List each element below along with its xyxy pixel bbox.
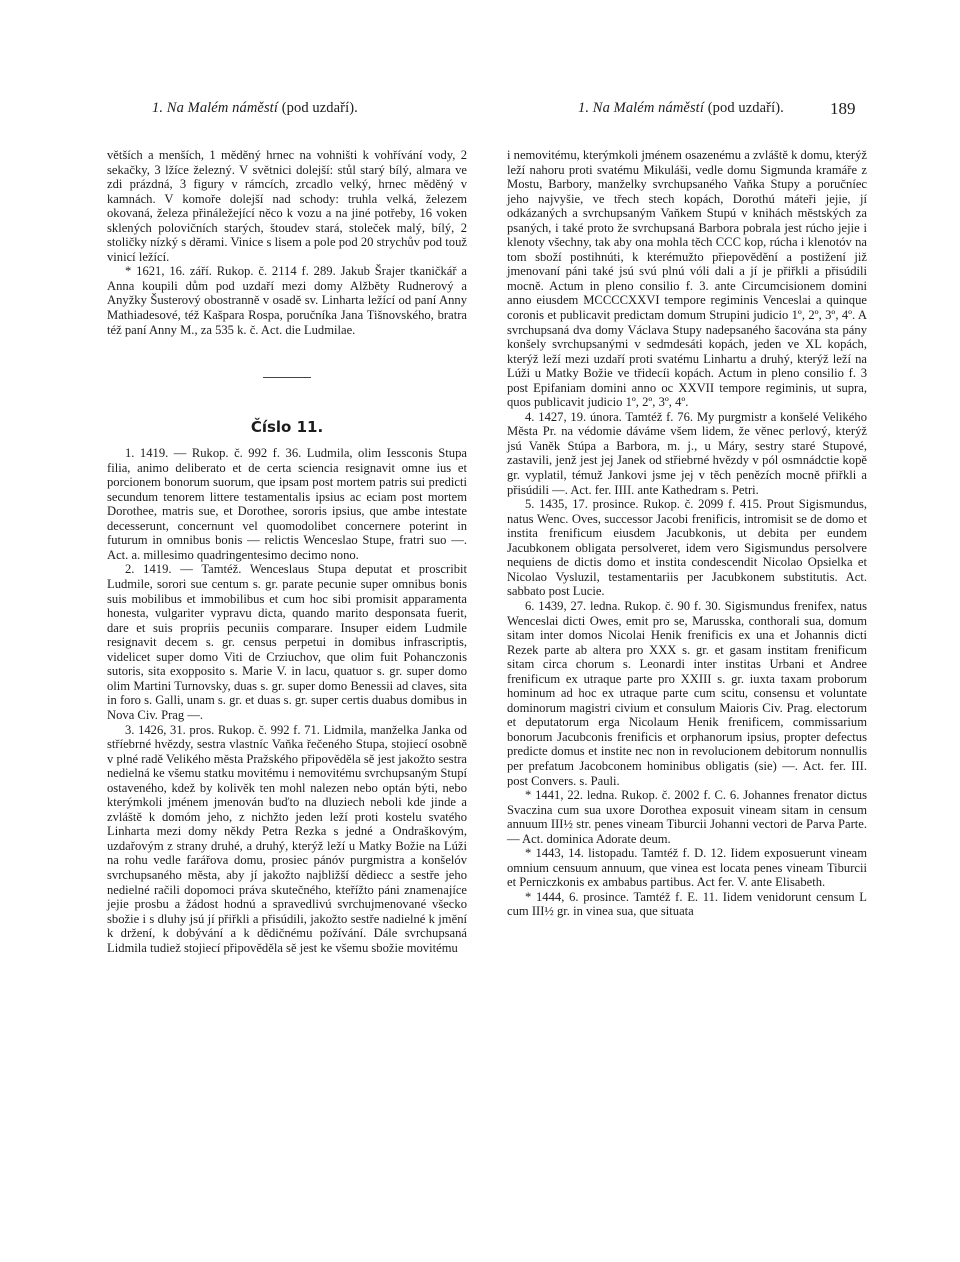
section-heading: Číslo 11. [250, 418, 324, 437]
entry-1441-paragraph: * 1441, 22. ledna. Rukop. č. 2002 f. C. 6. Johannes frenator dictus Svaczina cum sua uxore Dorothea exposuit vineam sitam in censum annuum III½ str. penes vineam Tiburcii Johanni vectori de Parva Parte. — Act. dominica Adorate deum. [507, 788, 867, 846]
entry-1-paragraph: 1. 1419. — Rukop. č. 992 f. 36. Ludmila, olim Iessconis Stupa filia, animo deliberato et de certa sciencia resignavit omne ius et porcionem bonorum suorum, que ipsam post mortem patris sui predicti secundum tenorem littere testamentalis ipsius ac eciam post mortem Dorothee, matris sue, et Dorothee, sororis ipsius, que ambe intestate decesserunt, concernunt vel quomodolibet concernere poterint in futurum in omnibus bonis — relictis Wenceslao Stupe, fratri suo —. Act. a. millesimo quadringentesimo decimo nono. [107, 446, 467, 562]
section-divider [263, 377, 311, 378]
header-left-place: 1. Na Malém náměstí [152, 100, 278, 116]
entry-1621-paragraph: * 1621, 16. září. Rukop. č. 2114 f. 289. Jakub Šrajer tkaničkář a Anna koupili dům pod uzdaří mezi domy Alžběty Rudnerový a Anyžky Šusterový obostranně v osadě sv. Linharta ležící od paní Anny Mathiadesové, též Kašpara Rospa, poručníka Jana Tišnovského, bratra též paní Anny M., za 535 k. č. Act. die Ludmilae. [107, 264, 467, 337]
entry-1443-paragraph: * 1443, 14. listopadu. Tamtéž f. D. 12. Iidem exposuerunt vineam omnium censuum annuum, que vinea est locata penes vineam Tiburcii et Perniczkonis ex ambabus partibus. Act fer. V. ante Elisabeth. [507, 846, 867, 890]
header-right-suffix: (pod uzdaří). [707, 100, 784, 116]
entry-1444-paragraph: * 1444, 6. prosince. Tamtéž f. E. 11. Iidem venidorunt censum L cum III½ gr. in vinea sua, que situata [507, 889, 867, 919]
entry-3-continued-paragraph: i nemovitému, kterýmkoli jménem osazenému a zvláště k domu, kterýž leží nahoru proti svatému Mikuláši, vedle domu Sigmunda kramáře z Mostu, Barbory, manželky svrchupsaného Vaňka Stupy a poručníec jeho najvyšie, ve třech stech kopách, Dorothú máteři jejie, jí odkázaných a svrchupsaným Vaňkem Stupú v knihách městských za psaných, i také proto že svrchupsaná Barbora pobrala jest rúcho jejie i klenoty všechny, tak aby ona mohla těch CCC kop, rúcha i klenotóv na tom sboží postihnúti, k kterémužto přiepovědění a postižení již jmenovaní páni také jsú svú plnú vóli dali a jí je přiřkli a přisúdili mocně. Actum in pleno consilio f. 3. ante Circumcisionem domini anno eiusdem MCCCCXXVI tempore regiminis Venceslai a quinque coronis et publicavit predictam domum Strupini judicio 1º, 2º, 3º, 4º. A svrchupsaná dva domy Václava Stupy nadepsaného šacována sta pány konšely svrchupsanými v sedmdesáti kopách, jeden ve XL kopách, kterýž leží mezi uzdaří proti svatému Linhartu a druhý, kterýž leží na Lúži u Matky Božie ve třidecíi kopách. Actum in pleno consilio f. 3 post Epifaniam domini anno oc XXVII tempore regiminis, ut supra, quos publicavit judicio 1º, 2º, 3º, 4º. [507, 148, 867, 410]
inventory-paragraph: větších a menších, 1 měděný hrnec na vohništi k vohřívání vody, 2 sekačky, 3 lžíce železný. V světnici dolejší: stůl starý bílý, almara ve zdi prázdná, 3 figury v rámcích, zrcadlo velký, hrnec měděný v kamnách. V komoře dolejší nad schody: truhla velká, železem okovaná, železa přináležející něco k vozu a na jiné potřeby, 16 voken sklených polovičních starých, štoudev stará, stoleček malý, bílý, 2 stoličky nízký s děrami. Vinice s lisem a pole pod 20 strychův pod touž vinicí ležící. [107, 148, 467, 264]
entry-5-paragraph: 5. 1435, 17. prosince. Rukop. č. 2099 f. 415. Prout Sigismundus, natus Wenc. Oves, successor Jacobi frenificis, intromisit se de domo et instita frenificum eiusdem Jacubkonis, ut debita per eundem Jacubkonem obligata persolveret, idem vero Sigismundus persolvere nequiens de dictis domo et instita condescendit Nicolao Opsielka et Nicolao Vysluzil, testamentariis per Jacubkonem substitutis. Act. sabbato post Lucie. [507, 497, 867, 599]
entry-3-paragraph: 3. 1426, 31. pros. Rukop. č. 992 f. 71. Lidmila, manželka Janka od stříebrné hvězdy, sestra vlastníc Vaňka řečeného Stupa, stojiecí osobně v plné radě Velikého města Pražského připověděla sě jest jakožto sestra nedielná ke všemu statku movitému i nemovitému svrchupsaným Stupí ostaveného, kdež by kolivěk ten mohl nalezen nebo optán býti, nebo kterýmkoli jménem jmenován buďto na dluziech neboli kde jinde a zvláště k domóm jeho, z nichžto jeden leží proti kostelu svatého Linharta mezi domy někdy Petra Rezka s jedné a Ondraškovým, uzdařovým z strany druhé, a druhý, kterýž leží u Matky Božie na Lúži na rohu vedle farářova domu, prosiec pánóv purgmistra a konšelóv svrchupsaného města, aby jí jakožto najbližší dědiecc a sestře jeho nedielné račili dopomoci práva skutečného, kteřížto páni znamenajíce jejie prosbu a žádost hodnú a spravedlivú svrchujmenované všecko sbožie i s dluhy jsú jí přiřkli a přisúdili, jakožto sestře nadielné k jmění k držení, k dobývání a k dědičnému požívání. Dále svrchupsaná Lidmila tudiež stojiecí připověděla sě jest ke všemu sbožie movitému [107, 722, 467, 955]
header-right-place: 1. Na Malém náměstí [578, 100, 704, 116]
entry-2-paragraph: 2. 1419. — Tamtéž. Wenceslaus Stupa deputat et proscribit Ludmile, sorori sue centum s. gr. parate pecunie super omnibus bonis suis mobilibus et immobilibus et cum hoc sibi promisit apparamenta honesta, vulgariter vypravu dicta, quando marito desponsata fuerit, dare et suis propriis pecuniis comparare. Insuper eidem Ludmile resignavit decem s. gr. census perpetui in domibus infrascriptis, videlicet super domo Viti de Crziuchov, que olim fuit Pohanczonis sutoris, sita exopposito s. Marie V. in lacu, quatuor s. gr. super domo olim Martini Turnovsky, duas s. gr. super domo Benessii ad claves, sita in foro s. Galli, unam s. gr. et duas s. gr. super certis duabus domibus in Nova Civ. Prag —. [107, 562, 467, 722]
entry-6-paragraph: 6. 1439, 27. ledna. Rukop. č. 90 f. 30. Sigismundus frenifex, natus Wenceslai dicti Owes, emit pro se, Marusska, conthorali sua, domum sitam inter domos Nicolai Henik frenificis ex una et Johannis dicti Rezek parte ab altera pro XXX s. gr. et gasam institam frenificum sitam circa chorum s. Leonardi inter institas Urbani et Andree frenificum ex utraque parte pro XXIII s. gr. iuxta taxam proborum hominum ad hoc ex utraque parte cum scitu, consensu et voluntate dominorum magistri civium et consulum Maioris Civ. Prag. electorum et deputatorum erga Nicolaum Henik frenificem, commissarium bonorum Jacubconis frenificis et orphanorum ipsius, propter defectus predicte domus et institе nec non in revolucionem debitorum nonnullis per prefatum Jacobconem hominibus obligatis (sie) —. Act. fer. III. post Convers. s. Pauli. [507, 598, 867, 788]
entry-4-paragraph: 4. 1427, 19. února. Tamtéž f. 76. My purgmistr a konšelé Velikého Města Pr. na védomie dáváme všem lidem, že věnec perlový, kterýž jsú Vaněk Stúpa a Barbora, m. j., u Máry, sestry staré Stupové, zastavili, jenž jest jej Janek od střiebrné hvězdy v pól osmnádctie kopě gr. vyplatil, témuž Jankovi jsme jej v těch penězích mocně přiřkli a přisúdili —. Act. fer. IIII. ante Kathedram s. Petri. [507, 409, 867, 497]
running-header-left [152, 100, 358, 122]
header-left-suffix: (pod uzdaří). [281, 100, 358, 116]
right-column [507, 148, 867, 919]
left-column [107, 148, 467, 955]
running-header-right [578, 100, 784, 122]
page-number: 189 [830, 99, 856, 118]
